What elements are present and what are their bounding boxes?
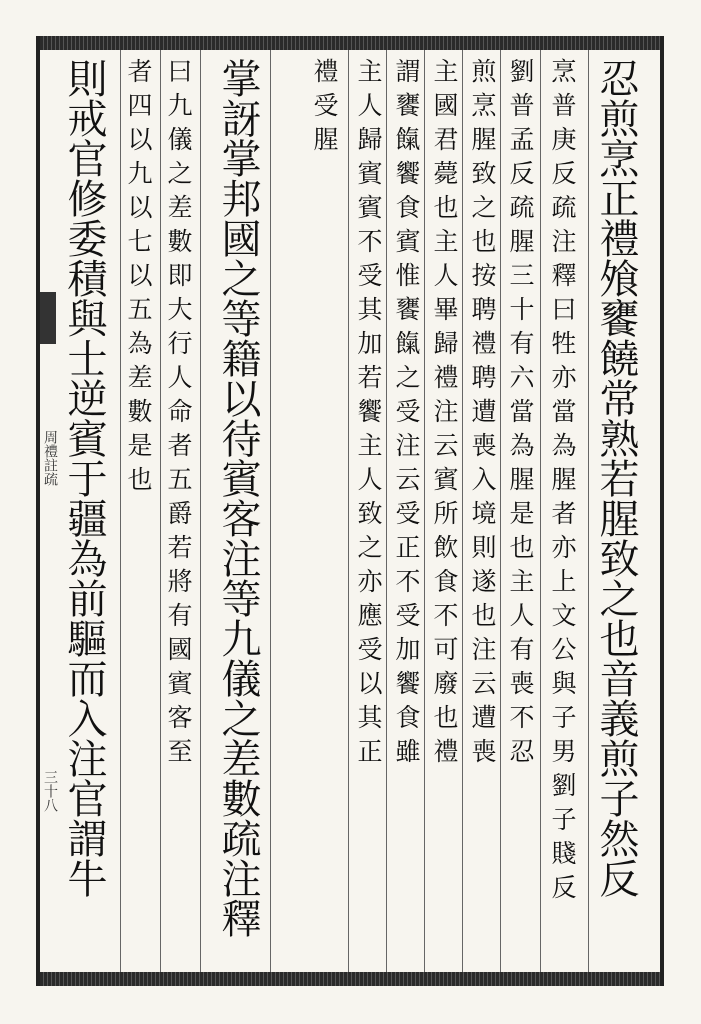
column-rule [500, 50, 501, 972]
text-column-10: 曰九儀之差數即大行人命者五爵若將有國賓客至 [164, 58, 193, 772]
column-rule [386, 50, 387, 972]
page-border-bottom [36, 972, 664, 986]
text-column-6: 謂饔餼饗食賓惟饔餼之受注云受正不受加饗食雖 [392, 58, 421, 772]
column-rule [588, 50, 589, 972]
page-border-top [36, 36, 664, 50]
column-rule [540, 50, 541, 972]
text-column-2: 烹普庚反疏注釋曰牲亦當為腥者亦上文公與子男劉子賤反 [548, 58, 577, 908]
column-rule [200, 50, 201, 972]
page-border-left [36, 36, 40, 986]
text-column-12: 則戒官修委積與士逆賓于疆為前驅而入注官謂牛 [61, 58, 107, 898]
column-rule [160, 50, 161, 972]
gutter-page-number: 三十八 [42, 770, 58, 812]
gutter-title: 周禮註疏 [42, 430, 58, 486]
column-rule [120, 50, 121, 972]
text-column-7: 主人歸賓賓不受其加若饗主人致之亦應受以其正 [354, 58, 383, 772]
column-rule [270, 50, 271, 972]
column-rule [462, 50, 463, 972]
page-border-right [660, 36, 664, 986]
text-column-9: 掌訝掌邦國之等籍以待賓客注等九儀之差數疏注釋 [215, 58, 261, 938]
fishtail-mark [40, 292, 56, 344]
text-column-4: 煎烹腥致之也按聘禮聘遭喪入境則遂也注云遭喪 [468, 58, 497, 772]
text-column-1: 忍煎烹正禮飧饔饒常熟若腥致之也音義煎子然反 [593, 58, 639, 898]
text-column-11: 者四以九以七以五為差數是也 [124, 58, 153, 500]
text-column-3: 劉普孟反疏腥三十有六當為腥是也主人有喪不忍 [506, 58, 535, 772]
text-column-8: 禮受腥 [310, 58, 339, 160]
column-rule [348, 50, 349, 972]
column-rule [424, 50, 425, 972]
text-column-5: 主國君薨也主人畢歸禮注云賓所飲食不可廢也禮 [430, 58, 459, 772]
